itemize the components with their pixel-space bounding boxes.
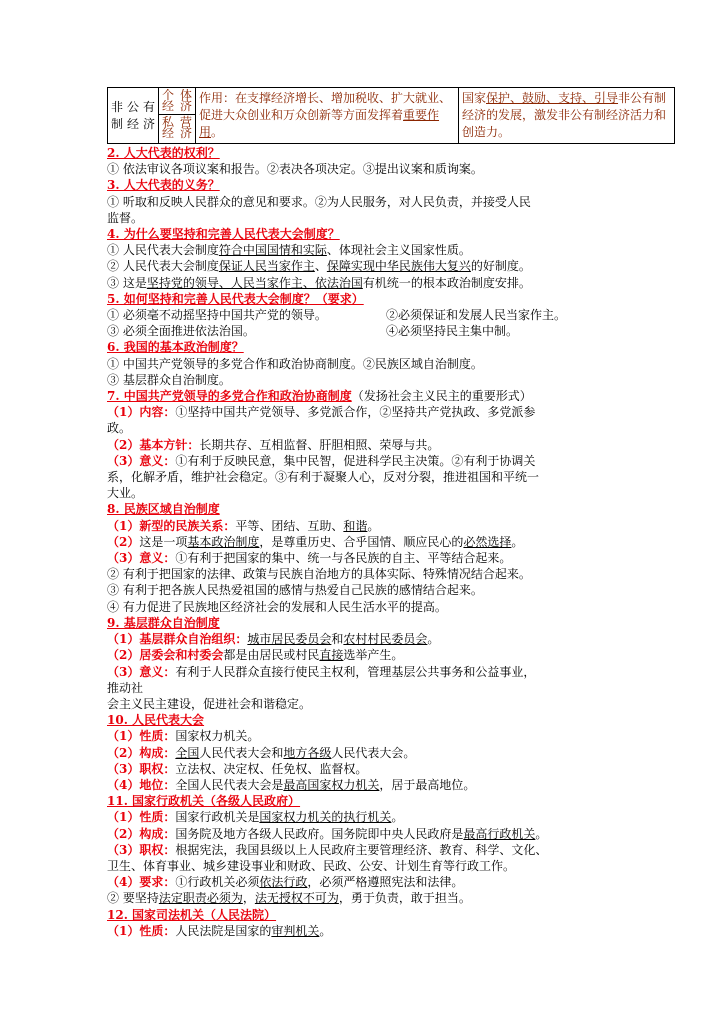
text-line: 监督。 xyxy=(107,210,144,225)
section-heading: 9. 基层群众自治制度 xyxy=(107,615,220,630)
text-line: （3）意义：①有利于把国家的集中、统一与各民族的自主、平等结合起来。 xyxy=(107,551,512,566)
section-heading: 2. 人大代表的权利？ xyxy=(107,146,220,160)
text-line: ② 有利于把国家的法律、政策与民族自治地方的具体实际、特殊情况结合起来。 xyxy=(107,567,531,582)
text-line: ① 必须毫不动摇坚持中国共产党的领导。 ②必须保证和发展人民当家作主。 xyxy=(107,308,567,323)
text-line: 政。 xyxy=(107,421,132,436)
text-line: （3）职权：立法权、决定权、任免权、监督权。 xyxy=(107,761,368,776)
economy-table xyxy=(107,87,675,144)
text-line: （1）基层群众自治组织：城市居民委员会和农村村民委员会。 xyxy=(107,632,440,647)
text-line: （4）要求：①行政机关必须依法行政，必须严格遵照宪法和法律。 xyxy=(107,875,464,890)
text-line: ③ 有利于把各族人民热爱祖国的感情与热爱自己民族的感情结合起来。 xyxy=(107,583,483,598)
text-line: ③ 必须全面推进依法治国。 ④必须坚持民主集中制。 xyxy=(107,324,519,339)
policy-c: 非公有制经济的发展，激发非公有制经济活力和创造力。 xyxy=(462,91,667,139)
policy-b: 保护、鼓励、支持、引导 xyxy=(486,91,619,105)
text-line: （3）职权：根据宪法，我国县级以上人民政府主要管理经济、教育、科学、文化、 xyxy=(107,842,548,857)
section-heading: 11. 国家行政机关（各级人民政府） xyxy=(107,794,301,809)
text-line: （1）性质：国家行政机关是国家权力机关的执行机关。 xyxy=(107,810,404,825)
subcategory-cell xyxy=(159,88,196,144)
section-heading: 6. 我国的基本政治制度？ xyxy=(107,340,244,355)
text-line: （1）性质：国家权力机关。 xyxy=(107,729,260,744)
section-note: （发扬社会主义民主的重要形式） xyxy=(351,389,532,404)
text-line: （2）居委会和村委会都是由居民或村民直接选举产生。 xyxy=(107,648,404,663)
text-line: ① 中国共产党领导的多党合作和政治协商制度。②民族区域自治制度。 xyxy=(107,356,483,371)
text-line: 会主义民主建设，促进社会和谐稳定。 xyxy=(107,696,312,711)
role-end: 。 xyxy=(211,125,224,139)
text-line: ③ 基层群众自治制度。 xyxy=(107,372,231,387)
text-line: 卫生、体育事业、城乡建设事业和财政、民政、公安、计划生育等行政工作。 xyxy=(107,858,516,873)
text-line: （3）意义：有利于人民群众直接行使民主权利，管理基层公共事务和公益事业， xyxy=(107,664,536,679)
text-line: ① 依法审议各项议案和报告。②表决各项决定。③提出议案和质询案。 xyxy=(107,162,483,177)
text-line: ② 人民代表大会制度保证人民当家作主、保障实现中华民族伟大复兴的好制度。 xyxy=(107,259,531,274)
text-line: ① 听取和反映人民群众的意见和要求。②为人民服务，对人民负责，并接受人民 xyxy=(107,194,531,209)
text-line: （1）性质：人民法院是国家的审判机关。 xyxy=(107,923,332,938)
role-cell xyxy=(196,88,459,144)
text-line: （2）构成：国务院及地方各级人民政府。国务院即中央人民政府是最高行政机关。 xyxy=(107,826,548,841)
category-cell: 非公有制经济 xyxy=(108,88,159,144)
subcategory-private: 私营经济 xyxy=(162,115,192,140)
section-heading: 8. 民族区域自治制度 xyxy=(107,502,220,517)
section-heading: 3. 人大代表的义务？ xyxy=(107,178,220,193)
text-line: （1）内容：①坚持中国共产党领导、多党派合作，②坚持共产党执政、多党派参 xyxy=(107,405,536,420)
section-heading: 4. 为什么要坚持和完善人民代表大会制度？ xyxy=(107,227,340,242)
text-line: ① 人民代表大会制度符合中国国情和实际、体现社会主义国家性质。 xyxy=(107,243,471,258)
text-line: ④ 有力促进了民族地区经济社会的发展和人民生活水平的提高。 xyxy=(107,599,447,614)
subcategory-individual: 个体经济 xyxy=(159,88,195,115)
policy-cell xyxy=(459,88,675,144)
document-page xyxy=(107,87,677,939)
text-line: （2）基本方针：长期共存、互相监督、肝胆相照、荣辱与共。 xyxy=(107,437,440,452)
notes-body xyxy=(107,145,677,939)
text-line: （4）地位：全国人民代表大会是最高国家权力机关，居于最高地位。 xyxy=(107,777,476,792)
text-line: （3）意义：①有利于反映民意，集中民智，促进科学民主决策。②有利于协调关 xyxy=(107,453,536,468)
text-line: 大业。 xyxy=(107,486,144,501)
role-underline: 重要作用 xyxy=(199,108,440,139)
text-line: ③ 这是坚持党的领导、人民当家作主、依法治国有机统一的根本政治制度安排。 xyxy=(107,275,531,290)
text-line: （2）构成：全国人民代表大会和地方各级人民代表大会。 xyxy=(107,745,416,760)
section-heading: 5. 如何坚持和完善人民代表大会制度？（要求） xyxy=(107,291,364,306)
text-line: 系，化解矛盾，维护社会稳定。③有利于凝聚人心，反对分裂，推进祖国和平统一 xyxy=(107,470,540,485)
text-line: 推动社 xyxy=(107,680,144,695)
section-heading-line xyxy=(107,388,677,404)
text-line: （1）新型的民族关系：平等、团结、互助、和谐。 xyxy=(107,518,380,533)
section-heading: 7. 中国共产党领导的多党合作和政治协商制度 xyxy=(107,389,352,404)
section-heading: 12. 国家司法机关（人民法院） xyxy=(107,907,277,922)
role-text: 作用：在支撑经济增长、增加税收、扩大就业、促进大众创业和万众创新等方面发挥着 xyxy=(199,91,452,122)
text-line: （2）这是一项基本政治制度，是尊重历史、合乎国情、顺应民心的必然选择。 xyxy=(107,534,524,549)
section-heading: 10. 人民代表大会 xyxy=(107,713,205,728)
text-line: ② 要坚持法定职责必须为，法无授权不可为，勇于负责，敢于担当。 xyxy=(107,891,471,906)
policy-a: 国家 xyxy=(462,91,487,105)
